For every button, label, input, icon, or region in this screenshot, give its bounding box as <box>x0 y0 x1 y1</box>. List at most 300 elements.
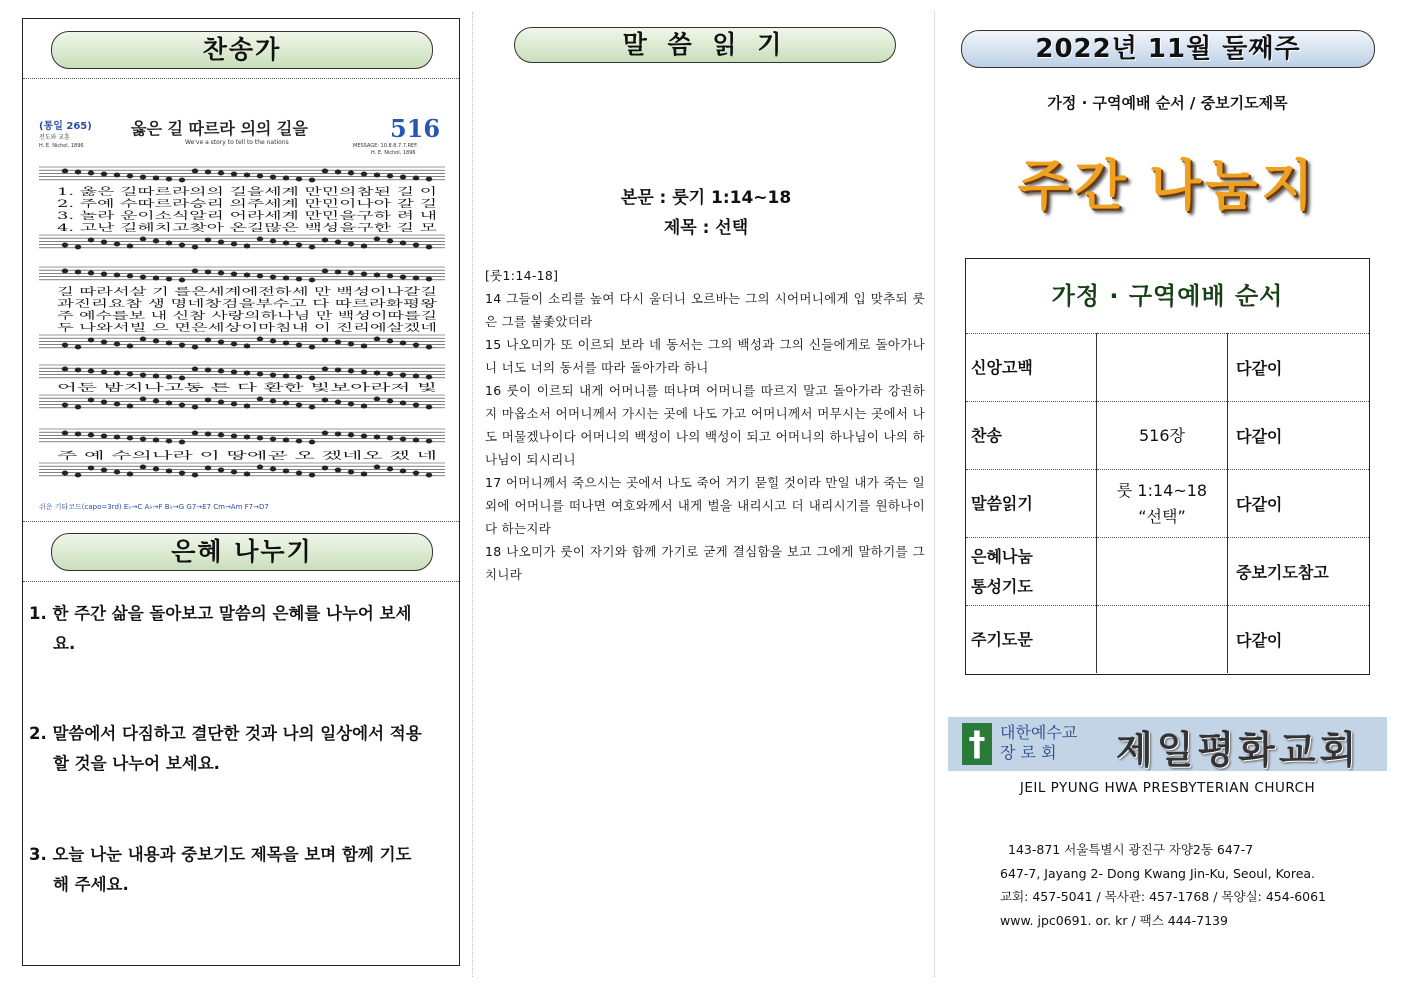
note <box>140 275 146 279</box>
note <box>309 345 315 349</box>
order-item: 신앙고백 <box>966 334 1097 402</box>
note <box>348 242 354 246</box>
note <box>257 397 263 401</box>
question-2-line2: 할 것을 나누어 보세요. <box>53 754 220 773</box>
note <box>231 342 237 346</box>
note <box>322 269 328 273</box>
note <box>166 341 172 345</box>
hymn-section-title: 찬송가 <box>51 31 433 69</box>
note <box>192 245 198 249</box>
grace-section-title: 은혜 나누기 <box>51 533 433 571</box>
note <box>257 465 263 469</box>
note <box>192 431 198 435</box>
question-3-line2: 해 주세요. <box>53 875 129 894</box>
note <box>166 177 172 181</box>
note <box>205 398 211 402</box>
note <box>218 171 224 175</box>
note <box>75 432 81 436</box>
note <box>75 270 81 274</box>
note <box>322 431 328 435</box>
note <box>114 371 120 375</box>
note <box>153 176 159 180</box>
note <box>361 370 367 374</box>
note <box>231 402 237 406</box>
question-1 <box>29 599 453 659</box>
note <box>205 170 211 174</box>
lyric-line: 4. 고난 길헤치고찾아 온길많은 백성을구한 길 모 <box>57 223 270 234</box>
note <box>361 344 367 348</box>
hymn-number: 516 <box>390 115 441 143</box>
note <box>413 343 419 347</box>
note <box>257 372 263 376</box>
note <box>153 438 159 442</box>
note <box>88 433 94 437</box>
note <box>387 467 393 471</box>
note <box>62 471 68 475</box>
question-1-line2: 요. <box>53 634 76 653</box>
note <box>127 436 133 440</box>
note <box>361 472 367 476</box>
note <box>231 272 237 276</box>
church-denomination <box>1000 723 1090 763</box>
note <box>296 403 302 407</box>
lyric-line: 3. 놀라 운이소식알리 어라세계 만민을구하 려 내 <box>57 211 270 222</box>
order-who: 중보기도참고 <box>1228 538 1370 606</box>
note <box>218 400 224 404</box>
note <box>88 171 94 175</box>
note <box>387 239 393 243</box>
lyric-line: 길 따라서살 기 를은세계에전하세 만 백성이나갈길 <box>57 287 276 298</box>
note <box>374 237 380 241</box>
note <box>335 170 341 174</box>
note <box>166 439 172 443</box>
note <box>413 176 419 180</box>
note <box>348 470 354 474</box>
note <box>270 467 276 471</box>
church-english-name: JEIL PYUNG HWA PRESBYTERIAN CHURCH <box>1019 780 1316 796</box>
note <box>231 242 237 246</box>
note <box>231 172 237 176</box>
note <box>218 240 224 244</box>
note <box>257 436 263 440</box>
lyric-line: 1. 옳은 길따르라의의 길을세계 만민의참된 길 이 <box>57 187 270 198</box>
note <box>179 403 185 407</box>
note <box>218 340 224 344</box>
note <box>153 276 159 280</box>
note <box>413 403 419 407</box>
note <box>348 342 354 346</box>
note <box>166 375 172 379</box>
note <box>244 344 250 348</box>
denomination-line1: 대한예수교 <box>1000 723 1078 742</box>
church-address <box>1000 838 1326 932</box>
note <box>218 369 224 373</box>
passage-ref: [룻1:14-18] <box>485 268 559 283</box>
question-2-line1: 2. 말씀에서 다짐하고 결단한 것과 나의 일상에서 적용 <box>29 724 422 743</box>
order-who: 다같이 <box>1228 402 1370 470</box>
note <box>270 175 276 179</box>
note <box>231 370 237 374</box>
order-content-line2: “선택” <box>1138 506 1186 526</box>
note <box>309 245 315 249</box>
note <box>400 401 406 405</box>
note <box>361 272 367 276</box>
note <box>257 274 263 278</box>
verse-15: 15 나오미가 또 이르되 보라 네 동서는 그의 백성과 그의 신들에게로 돌아가나니 너도 너의 동서를 따라 돌아가라 하니 <box>485 337 925 375</box>
main-title: 주간 나눔지 <box>1017 156 1318 216</box>
note <box>101 370 107 374</box>
note <box>335 240 341 244</box>
note <box>88 238 94 242</box>
note <box>75 245 81 249</box>
note <box>218 433 224 437</box>
note <box>322 238 328 242</box>
week-title: 2022년 11월 둘째주 <box>961 30 1375 68</box>
question-2 <box>29 719 453 779</box>
note <box>374 371 380 375</box>
address-korean: 143-871 서울특별시 광진구 자양2동 647-7 <box>1008 842 1254 857</box>
church-name: 제일평화교회 <box>1116 728 1361 772</box>
passage-heading <box>486 183 926 243</box>
text-reference: 본문 : 룻기 1:14~18 <box>620 188 792 208</box>
note <box>192 367 198 371</box>
note <box>127 372 133 376</box>
note <box>88 369 94 373</box>
website-fax: www. jpc0691. or. kr / 팩스 444-7139 <box>1000 912 1228 928</box>
note <box>296 343 302 347</box>
note <box>62 367 68 371</box>
note <box>361 244 367 248</box>
note <box>244 435 250 439</box>
note <box>309 473 315 477</box>
passage-body <box>485 264 925 586</box>
order-who: 다같이 <box>1228 334 1370 402</box>
note <box>62 403 68 407</box>
note <box>192 169 198 173</box>
note <box>335 432 341 436</box>
note <box>283 276 289 280</box>
note <box>283 469 289 473</box>
note <box>127 244 133 248</box>
note <box>101 272 107 276</box>
hymn-composer-right: H. E. Nichol, 1896 <box>371 150 416 156</box>
order-content <box>1097 334 1228 402</box>
note <box>296 439 302 443</box>
note <box>127 472 133 476</box>
note <box>335 400 341 404</box>
note <box>283 341 289 345</box>
lyric-line: 두 나와서빌 으 면은세상이마침내 이 진리에살겠네 <box>57 323 276 334</box>
hymn-chords-note: 쉬운 기타코드(capo=3rd) E♭→C A♭→F B♭→G G7→E7 Cm→Am F7→D7 <box>39 503 269 511</box>
order-item: 은혜나눔 통성기도 <box>966 538 1097 606</box>
note <box>309 178 315 182</box>
note <box>348 369 354 373</box>
hymn-lyrics <box>57 185 438 462</box>
note <box>192 405 198 409</box>
note <box>309 405 315 409</box>
note <box>400 469 406 473</box>
verse-14: 14 그들이 소리를 높여 다시 울더니 오르바는 그의 시어머니에게 입 맞추되 룻은 그를 붙좇았더라 <box>485 291 925 329</box>
note <box>244 273 250 277</box>
note <box>179 178 185 182</box>
note <box>140 465 146 469</box>
note <box>387 339 393 343</box>
note <box>62 431 68 435</box>
note <box>257 174 263 178</box>
note <box>218 468 224 472</box>
divider <box>23 78 459 79</box>
order-content <box>1097 606 1228 674</box>
lyric-line: 주 예수를보 내 신참 사랑의하나님 만 백성이따를길 <box>57 311 279 322</box>
note <box>296 375 302 379</box>
lyric-line: 어둔 밤지나고동 튼 다 환한 빛보아라저 빛 <box>57 383 241 394</box>
note <box>270 373 276 377</box>
note <box>309 440 315 444</box>
note <box>426 405 432 409</box>
note <box>283 401 289 405</box>
note <box>166 401 172 405</box>
table-row <box>966 402 1369 470</box>
note <box>426 345 432 349</box>
note <box>114 273 120 277</box>
note <box>140 237 146 241</box>
note <box>75 473 81 477</box>
note <box>218 271 224 275</box>
note <box>270 239 276 243</box>
note <box>166 277 172 281</box>
note <box>205 238 211 242</box>
note <box>140 437 146 441</box>
note <box>88 271 94 275</box>
note <box>192 345 198 349</box>
order-content <box>1097 538 1228 606</box>
note <box>140 373 146 377</box>
note <box>179 243 185 247</box>
note <box>127 344 133 348</box>
note <box>244 472 250 476</box>
hymn-header-left-sub: 전도와 교훈 <box>39 134 70 141</box>
note <box>257 337 263 341</box>
note <box>426 245 432 249</box>
note <box>257 237 263 241</box>
table-row <box>966 538 1369 606</box>
note <box>322 169 328 173</box>
note <box>231 470 237 474</box>
verse-16: 16 룻이 이르되 내게 어머니를 떠나며 어머니를 따르지 말고 돌아가라 강권하지 마옵소서 어머니께서 가시는 곳에 나도 가고 어머니께서 머무시는 곳에서 나도 머물겠나이다 어머니의 백성이 나의 백성이 되고 어머니의 하나님이 나의 하나님이 되시리니 <box>485 383 925 467</box>
note <box>335 270 341 274</box>
note <box>75 368 81 372</box>
scripture-section-title: 말 씀 읽 기 <box>514 27 896 63</box>
note <box>270 437 276 441</box>
note <box>62 243 68 247</box>
note <box>387 174 393 178</box>
note <box>413 438 419 442</box>
left-panel <box>22 18 460 966</box>
note <box>101 468 107 472</box>
worship-order-table <box>966 333 1369 673</box>
lyric-line: 2. 주예 수따르라승리 의주세계 만민이나아 갈 길 <box>57 199 270 210</box>
address-english: 647-7, Jayang 2- Dong Kwang Jin-Ku, Seoul, Korea. <box>1000 865 1316 881</box>
note <box>153 399 159 403</box>
note <box>361 404 367 408</box>
hymn-sheet-image <box>35 115 449 513</box>
note <box>153 339 159 343</box>
note <box>309 278 315 282</box>
note <box>205 338 211 342</box>
note <box>296 471 302 475</box>
note <box>309 376 315 380</box>
note <box>62 269 68 273</box>
note <box>75 345 81 349</box>
note <box>361 434 367 438</box>
note <box>270 339 276 343</box>
note <box>413 276 419 280</box>
hymn-header-left: (통일 265) <box>39 121 92 132</box>
note <box>153 467 159 471</box>
note <box>283 438 289 442</box>
note <box>283 374 289 378</box>
note <box>88 466 94 470</box>
note <box>88 398 94 402</box>
note <box>114 435 120 439</box>
hymn-english-subtitle: We've a story to tell to the nations <box>185 139 289 146</box>
note <box>101 172 107 176</box>
divider <box>23 521 459 522</box>
order-item: 말씀읽기 <box>966 470 1097 538</box>
note <box>114 173 120 177</box>
note <box>387 436 393 440</box>
note <box>153 374 159 378</box>
note <box>387 399 393 403</box>
column-divider-right <box>934 12 935 977</box>
note <box>296 277 302 281</box>
note <box>387 372 393 376</box>
denomination-line2: 장 로 회 <box>1000 743 1057 762</box>
note <box>127 174 133 178</box>
note <box>270 275 276 279</box>
note <box>322 367 328 371</box>
note <box>400 437 406 441</box>
subtitle: 가정 · 구역예배 순서 / 중보기도제목 <box>1047 94 1288 112</box>
question-1-line1: 1. 한 주간 삶을 돌아보고 말씀의 은혜를 나누어 보세 <box>29 604 412 623</box>
note <box>244 244 250 248</box>
note <box>400 275 406 279</box>
note <box>114 342 120 346</box>
note <box>244 173 250 177</box>
note <box>413 374 419 378</box>
note <box>179 376 185 380</box>
note <box>322 338 328 342</box>
sermon-title: 제목 : 선택 <box>663 218 749 238</box>
note <box>322 466 328 470</box>
note <box>374 337 380 341</box>
note <box>335 340 341 344</box>
note <box>426 277 432 281</box>
lyric-line: 과진리요참 생 명네창검을부수고 다 따르라화평왕 <box>57 299 273 310</box>
note <box>205 368 211 372</box>
question-3 <box>29 840 453 900</box>
note <box>296 243 302 247</box>
verse-17: 17 어머니께서 죽으시는 곳에서 나도 죽어 거기 묻힐 것이라 만일 내가 죽는 일 외에 어머니를 떠나면 여호와께서 내게 벌을 내리시고 더 내리시기를 원하나이다 하는지라 <box>485 475 925 536</box>
order-who: 다같이 <box>1228 470 1370 538</box>
note <box>101 400 107 404</box>
note <box>244 371 250 375</box>
note <box>426 177 432 181</box>
order-item: 찬송 <box>966 402 1097 470</box>
note <box>426 473 432 477</box>
note <box>179 278 185 282</box>
note <box>244 404 250 408</box>
order-content <box>1097 470 1228 538</box>
phone-numbers: 교회: 457-5041 / 목사관: 457-1768 / 목양실: 454-6061 <box>1000 889 1327 904</box>
note <box>374 397 380 401</box>
note <box>88 338 94 342</box>
note <box>62 343 68 347</box>
note <box>374 465 380 469</box>
note <box>348 271 354 275</box>
note <box>101 434 107 438</box>
note <box>348 402 354 406</box>
note <box>283 241 289 245</box>
order-who: 다같이 <box>1228 606 1370 674</box>
note <box>179 440 185 444</box>
note <box>400 175 406 179</box>
table-row <box>966 470 1369 538</box>
church-banner <box>948 717 1387 771</box>
table-row <box>966 606 1369 674</box>
note <box>413 471 419 475</box>
cross-icon: † <box>962 723 992 765</box>
note <box>153 239 159 243</box>
note <box>374 435 380 439</box>
note <box>101 240 107 244</box>
hymn-composer-left: H. E. Nichol, 1896 <box>39 143 84 149</box>
question-3-line1: 3. 오늘 나눈 내용과 중보기도 제목을 보며 함께 기도 <box>29 845 412 864</box>
note <box>62 169 68 173</box>
note <box>361 172 367 176</box>
note <box>205 466 211 470</box>
note <box>205 432 211 436</box>
note <box>348 171 354 175</box>
note <box>140 337 146 341</box>
verse-18: 18 나오미가 룻이 자기와 함께 가기로 굳게 결심함을 보고 그에게 말하기를 그치니라 <box>485 544 925 582</box>
note <box>179 471 185 475</box>
column-divider-left <box>472 12 473 977</box>
lyric-line: 주 예 수의나라 이 땅에곧 오 겠네오 겠 네 <box>57 451 237 462</box>
note <box>127 404 133 408</box>
note <box>114 242 120 246</box>
note <box>400 373 406 377</box>
note <box>270 399 276 403</box>
note <box>400 241 406 245</box>
order-content-line1: 룻 1:14~18 <box>1116 480 1208 500</box>
note <box>127 274 133 278</box>
note <box>387 274 393 278</box>
worship-order-box <box>965 258 1370 675</box>
note <box>335 468 341 472</box>
note <box>192 473 198 477</box>
note <box>322 398 328 402</box>
note <box>75 405 81 409</box>
hymn-meter: MESSAGE: 10.8.8.7.7.REF. <box>353 143 418 149</box>
note <box>166 241 172 245</box>
order-item: 주기도문 <box>966 606 1097 674</box>
order-content: 516장 <box>1097 402 1228 470</box>
note <box>374 173 380 177</box>
note <box>140 397 146 401</box>
note <box>114 402 120 406</box>
note <box>205 270 211 274</box>
